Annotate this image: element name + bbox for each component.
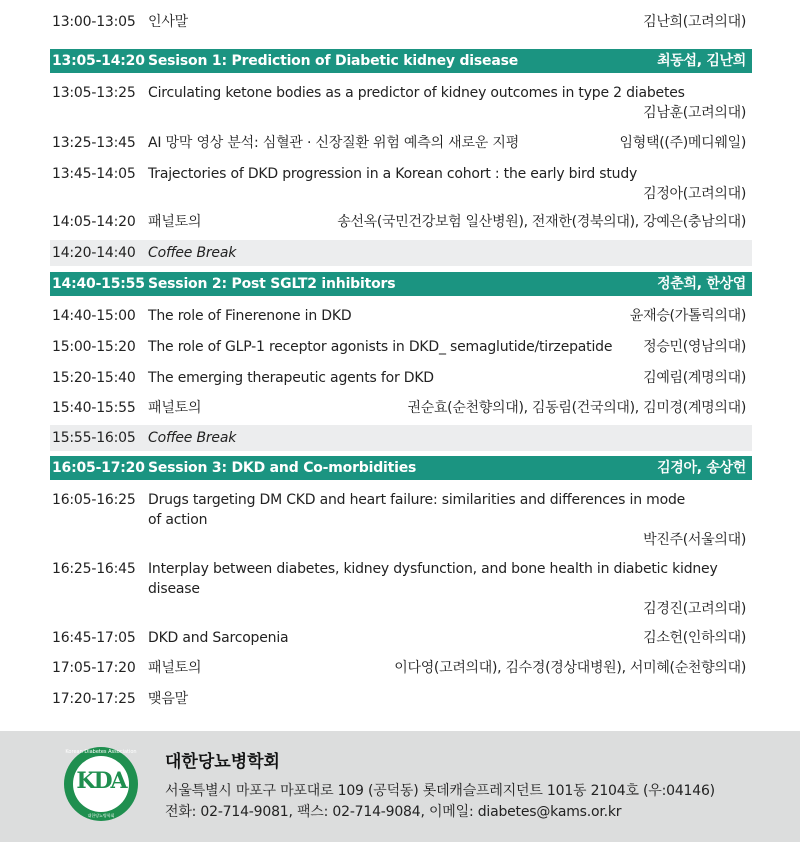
row-title: 패널토의	[148, 660, 202, 676]
row-time: 14:05-14:20	[52, 214, 136, 230]
row-time: 15:20-15:40	[52, 370, 136, 386]
logo-mark: KDA	[76, 768, 126, 794]
row-title: Interplay between diabetes, kidney dysfunction, and bone health in diabetic kidney disease	[148, 561, 718, 597]
row-title: 패널토의	[148, 214, 202, 230]
row-time: 16:05-16:25	[52, 492, 136, 508]
row-title: AI 망막 영상 분석: 심혈관 · 신장질환 위험 예측의 새로운 지평	[148, 135, 520, 151]
schedule-row-panel-2	[50, 398, 752, 422]
row-speaker: 김정아(고려의대)	[643, 186, 746, 202]
kda-logo	[64, 747, 138, 821]
row-speaker: 정승민(영남의대)	[643, 339, 746, 355]
session-title: Sesison 1: Prediction of Diabetic kidney disease	[148, 53, 518, 69]
logo-ring-text: Korean Diabetes Association	[65, 749, 137, 755]
schedule-row-trajectories	[50, 164, 752, 204]
schedule-row-ai-retina	[50, 133, 752, 157]
row-speaker: 김남훈(고려의대)	[643, 105, 746, 121]
session-chairs: 최동섭, 김난희	[657, 53, 746, 69]
row-speaker: 김예림(계명의대)	[643, 370, 746, 386]
session-title: Session 2: Post SGLT2 inhibitors	[148, 276, 396, 292]
row-speaker: 김소헌(인하의대)	[643, 630, 746, 646]
session-chairs: 김경아, 송상헌	[657, 460, 746, 476]
row-speaker: 송선옥(국민건강보험 일산병원), 전재한(경북의대), 강예은(충남의대)	[337, 214, 746, 230]
schedule-row-greeting	[50, 12, 752, 36]
row-time: 13:45-14:05	[52, 166, 136, 182]
row-time: 14:40-15:00	[52, 308, 136, 324]
row-title: The emerging therapeutic agents for DKD	[148, 370, 434, 386]
schedule-row-panel-1	[50, 212, 752, 236]
coffee-break-1	[50, 240, 752, 266]
row-speaker: 김경진(고려의대)	[643, 601, 746, 617]
row-title: Drugs targeting DM CKD and heart failure: similarities and differences in mode of action	[148, 492, 686, 528]
row-speaker: 김난희(고려의대)	[643, 14, 746, 30]
logo-ring-korean: 대한당뇨병학회	[87, 813, 115, 818]
break-title: Coffee Break	[148, 245, 237, 261]
session-time: 14:40-15:55	[52, 276, 145, 292]
schedule-row-sarcopenia	[50, 628, 752, 652]
row-title: Trajectories of DKD progression in a Korean cohort : the early bird study	[148, 166, 638, 182]
schedule-row-ketone	[50, 83, 752, 123]
organization-contact: 전화: 02-714-9081, 팩스: 02-714-9084, 이메일: diabetes@kams.or.kr	[165, 804, 622, 820]
schedule-row-finerenone	[50, 306, 752, 330]
row-time: 17:05-17:20	[52, 660, 136, 676]
row-time: 17:20-17:25	[52, 691, 136, 707]
logo-inner-circle	[73, 756, 129, 812]
row-title: 인사말	[148, 14, 188, 30]
session-time: 16:05-17:20	[52, 460, 145, 476]
row-title: The role of Finerenone in DKD	[148, 308, 352, 324]
organization-name: 대한당뇨병학회	[165, 752, 280, 772]
session-chairs: 정춘희, 한상엽	[657, 276, 746, 292]
schedule-row-emerging	[50, 368, 752, 392]
row-title: DKD and Sarcopenia	[148, 630, 289, 646]
break-time: 14:20-14:40	[52, 245, 136, 261]
schedule-row-glp1	[50, 337, 752, 361]
row-time: 16:45-17:05	[52, 630, 136, 646]
row-title: The role of GLP-1 receptor agonists in DKD_ semaglutide/tirzepatide	[148, 339, 613, 355]
row-time: 16:25-16:45	[52, 561, 136, 577]
row-speaker: 이다영(고려의대), 김수경(경상대병원), 서미혜(순천향의대)	[394, 660, 746, 676]
row-title: 패널토의	[148, 400, 202, 416]
break-time: 15:55-16:05	[52, 430, 136, 446]
row-speaker: 윤재승(가톨릭의대)	[629, 308, 746, 324]
row-time: 15:40-15:55	[52, 400, 136, 416]
row-time: 13:25-13:45	[52, 135, 136, 151]
row-speaker: 임형택((주)메디웨일)	[619, 135, 746, 151]
session-time: 13:05-14:20	[52, 53, 145, 69]
schedule-row-bone-health	[50, 559, 752, 619]
break-title: Coffee Break	[148, 430, 237, 446]
organization-address: 서울특별시 마포구 마포대로 109 (공덕동) 롯데캐슬프레지던트 101동 2104호 (우:04146)	[165, 783, 715, 799]
row-title: Circulating ketone bodies as a predictor of kidney outcomes in type 2 diabetes	[148, 85, 685, 101]
session-title: Session 3: DKD and Co-morbidities	[148, 460, 417, 476]
row-title: 맺음말	[148, 691, 188, 707]
row-speaker: 권순효(순천향의대), 김동림(건국의대), 김미경(계명의대)	[407, 400, 746, 416]
session-header-3	[50, 456, 752, 480]
row-speaker: 박진주(서울의대)	[643, 532, 746, 548]
row-time: 15:00-15:20	[52, 339, 136, 355]
footer	[0, 731, 800, 842]
coffee-break-2	[50, 425, 752, 451]
session-header-1	[50, 49, 752, 73]
schedule-row-drugs-dm-ckd	[50, 490, 752, 550]
schedule-row-panel-3	[50, 658, 752, 682]
session-header-2	[50, 272, 752, 296]
schedule-row-closing	[50, 689, 752, 713]
row-time: 13:00-13:05	[52, 14, 136, 30]
row-time: 13:05-13:25	[52, 85, 136, 101]
